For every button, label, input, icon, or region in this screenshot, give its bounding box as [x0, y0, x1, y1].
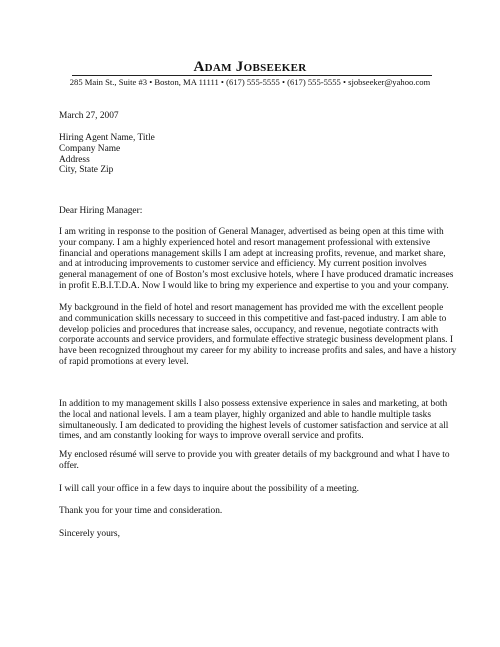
recipient-company: Company Name [59, 143, 121, 154]
text-line: offer. [59, 460, 79, 471]
closing: Sincerely yours, [59, 529, 120, 539]
text-line: My background in the field of hotel and resort management has provided me with the excellent people [59, 303, 444, 313]
text-line: have been recognized throughout my career for my ability to increase profits and sales, and have a history [59, 346, 457, 357]
salutation: Dear Hiring Manager: [59, 206, 143, 216]
paragraph-resume [59, 450, 450, 472]
text-line: develop policies and procedures that increase sales, occupancy, and revenue, negotiate contracts with [59, 324, 439, 335]
text-line: your company. I am a highly experienced hotel and resort management professional with extensive [59, 237, 431, 248]
text-line: and at introducing improvements to customer service and efficiency. My current position involves [59, 259, 427, 270]
recipient-street: Address [59, 154, 90, 165]
text-line: I will call your office in a few days to inquire about the possibility of a meeting. [59, 484, 360, 494]
text-line: times, and am constantly looking for ways to improve overall service and profits. [59, 431, 364, 442]
paragraph-skills [59, 399, 449, 442]
sender-name: Adam Jobseeker [193, 59, 307, 75]
text-line: I am writing in response to the position of General Manager, advertised as being open at this time with [59, 227, 444, 237]
text-line: My enclosed résumé will serve to provide you with greater details of my background and what I have to [59, 450, 450, 460]
text-line: financial and operations management skills I am adept at increasing profits, revenue, and market share, [59, 248, 446, 259]
text-line: and communication skills necessary to succeed in this competitive and fast-paced industry. I am able to [59, 313, 447, 324]
paragraph-introduction [59, 227, 454, 292]
paragraph-follow-up [59, 484, 443, 495]
recipient-name-title: Hiring Agent Name, Title [59, 133, 155, 143]
recipient-address [59, 133, 443, 176]
text-line: simultaneously. I am dedicated to providing the highest levels of customer satisfaction and service at all [59, 420, 449, 431]
text-line: general management of one of Boston’s most exclusive hotels, where I have produced dramatic increases [59, 270, 454, 281]
letter-date: March 27, 2007 [59, 111, 119, 121]
recipient-city-state-zip: City, State Zip [59, 165, 114, 176]
text-line: Thank you for your time and consideration. [59, 506, 223, 516]
text-line: of rapid promotions at every level. [59, 356, 189, 367]
paragraph-thanks [59, 506, 443, 517]
text-line: In addition to my management skills I also possess extensive experience in sales and marketing, at both [59, 399, 448, 409]
text-line: in profit E.B.I.T.D.A. Now I would like to bring my experience and expertise to you and your company. [59, 280, 449, 291]
sender-contact-line: 285 Main St., Suite #3 • Boston, MA 11111 • (617) 555-5555 • (617) 555-5555 • sjobseeker@yahoo.com [69, 77, 431, 87]
text-line: the local and national levels. I am a team player, highly organized and able to handle multiple tasks [59, 409, 431, 420]
header-divider [72, 75, 432, 76]
text-line: corporate accounts and service providers, and formulate effective strategic business development plans. I [59, 335, 453, 346]
paragraph-background [59, 303, 457, 368]
